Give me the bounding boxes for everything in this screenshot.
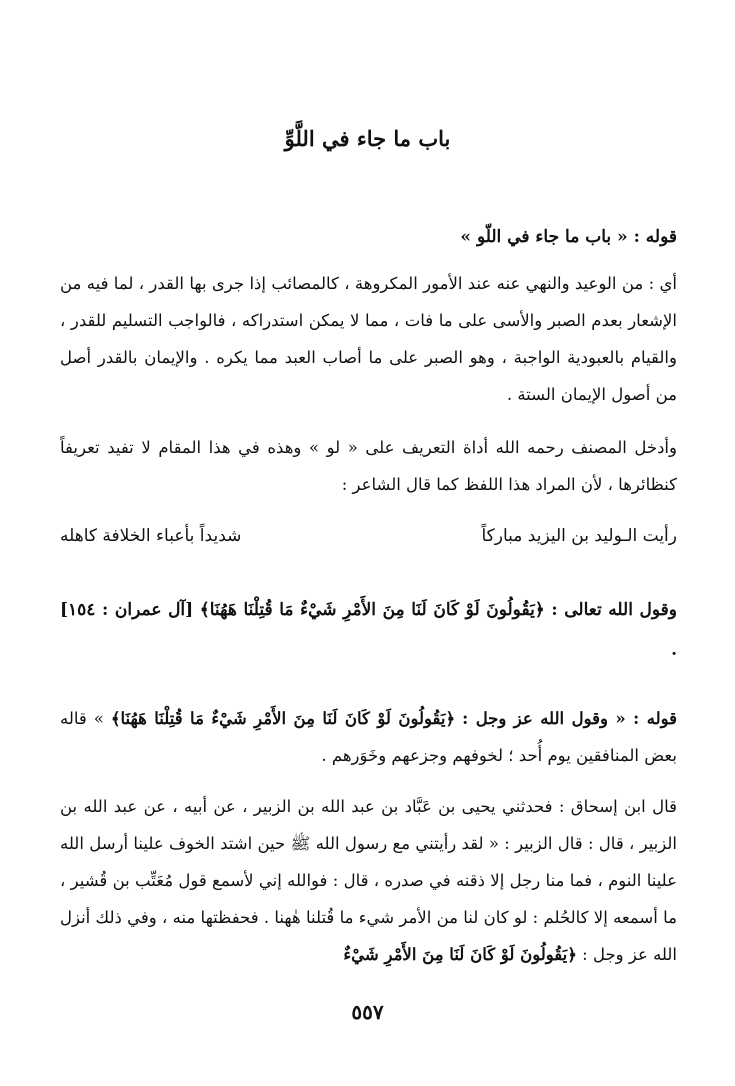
paragraph-3-text: قال ابن إسحاق : فحدثني يحيى بن عَبَّاد بن عبد الله بن الزبير ، عن أبيه ، عن عبد الله بن الزبير ، قال : قال الزبير : « لقد رأيتني مع رسول الله ﷺ حين اشتد الخوف علينا أرسل الله علينا النوم ، فما منا رجل إلا ذقنه في صدره ، قال : فوالله إني لأسمع قول مُعَتِّب بن قُشير ، ما أسمعه إلا كالحُلم : لو كان لنا من الأمر شيء ما قُتلنا هٰهنا . فحفظتها منه ، وفي ذلك أنزل الله عز وجل :: [60, 797, 677, 964]
section-heading-1: قوله : « باب ما جاء في اللّو »: [460, 227, 677, 247]
verse-intro: وقول الله تعالى :: [551, 600, 677, 620]
chapter-title: باب ما جاء في اللَّوِّ: [284, 126, 451, 151]
paragraph-2: وأدخل المصنف رحمه الله أداة التعريف على « لو » وهذه في هذا المقام لا تفيد تعريفاً كنظائرها ، لأن المراد هذا اللفظ كما قال الشاعر :: [60, 438, 677, 494]
heading-2-lead: قوله : « وقول الله عز وجل :: [462, 709, 678, 728]
quran-verse-block: [60, 590, 677, 670]
paragraph-3-verse: ﴿يَقُولُونَ لَوْ كَانَ لَنَا مِنَ الأَمْرِ شَيْءٌ: [343, 945, 577, 964]
paragraph-1: أي : من الوعيد والنهي عنه عند الأمور المكروهة ، كالمصائب إذا جرى بها القدر ، لما فيه من الإشعار بعدم الصبر والأسى على ما فات ، مما لا يمكن استدراكه ، فالواجب التسليم للقدر ، والقيام بالعبودية الواجبة ، وهو الصبر على ما أصاب العبد مما يكره . والإيمان بالقدر أصل من أصول الإيمان الستة .: [60, 274, 677, 404]
poem-hemistich-2: شديداً بأعباء الخلافة كاهله: [60, 526, 242, 546]
paragraph-3: [60, 788, 677, 973]
verse-text: ﴿يَقُولُونَ لَوْ كَانَ لَنَا مِنَ الأَمْرِ شَيْءٌ مَا قُتِلْنَا هَهُنَا﴾: [199, 600, 545, 620]
page-number: ٥٥٧: [351, 1000, 384, 1024]
heading-2-tail: » قاله بعض المنافقين يوم أُحد ؛ لخوفهم وجزعهم وخَوَرهم .: [60, 709, 677, 765]
heading-2-verse: ﴿يَقُولُونَ لَوْ كَانَ لَنَا مِنَ الأَمْرِ شَيْءٌ مَا قُتِلْنَا هَهُنَا﴾: [110, 709, 456, 728]
poem-verse: [60, 516, 677, 556]
section-heading-2: [60, 700, 677, 774]
poem-hemistich-1: رأيت الـوليد بن اليزيد مباركاً: [481, 526, 677, 546]
verse-reference: [آل عمران : ١٥٤] .: [60, 600, 677, 660]
